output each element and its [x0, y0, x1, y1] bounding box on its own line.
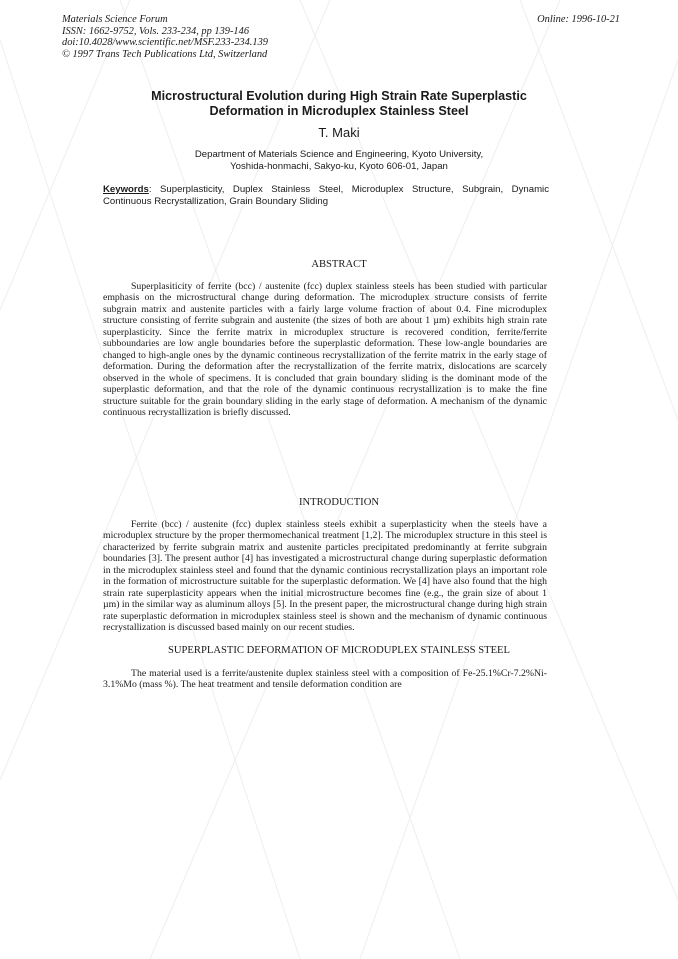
- affiliation-line-2: Yoshida-honmachi, Sakyo-ku, Kyoto 606-01, Japan: [230, 161, 448, 172]
- abstract-text: Superplasiticity of ferrite (bcc) / austenite (fcc) duplex stainless steels has been studied with particular emphasis on the microstructural change during deformation. The microduplex structure consists of ferrite subgrain matrix and austenite particles with a fairly large volume fraction of about 0.4. Fine microduplex structure consisting of ferrite subgrain and austenite (the sizes of both are about 1 µm) exhibits high strain rate superplasticity. Since the ferrite matrix in microduplex structure is recovered condition, ferrite/ferrite subboundaries are low angle boundaries before the superplastic deformation. These low-angle boundaries are changed to high-angle ones by the dynamic contineous recrystallization of the ferrite matrix in the early stage of deformation. During the deformation after the recrystallization of the ferrite matrix, dislocations are scarcely observed in the whole of specimens. It is concluded that grain boundary sliding is the dominant mode of the superplastic deformation, and that the role of the dynamic continuous recrystallization is to make the fine structure suitable for the grain boundary sliding in the early stage of deformation. A mechanism of the dynamic continuous recrystallization is briefly discussed.: [103, 281, 547, 418]
- issn-line: ISSN: 1662-9752, Vols. 233-234, pp 139-146: [62, 25, 250, 37]
- keywords-label: Keywords: [103, 184, 149, 195]
- keywords: [103, 184, 549, 208]
- author-name: T. Maki: [318, 125, 360, 140]
- paper-title: [0, 89, 678, 119]
- section-superplastic-text: The material used is a ferrite/austenite duplex stainless steel with a composition of Fe-25.1%Cr-7.2%Ni-3.1%Mo (mass %). The heat treatment and tensile deformation condition are: [103, 668, 547, 691]
- title-line-2: Deformation in Microduplex Stainless Steel: [209, 104, 469, 118]
- copyright-line: © 1997 Trans Tech Publications Ltd, Switzerland: [62, 48, 268, 60]
- section-heading-superplastic: SUPERPLASTIC DEFORMATION OF MICRODUPLEX STAINLESS STEEL: [167, 645, 510, 656]
- abstract-heading: ABSTRACT: [311, 259, 367, 270]
- journal-name: Materials Science Forum: [62, 14, 168, 25]
- affiliation-line-1: Department of Materials Science and Engineering, Kyoto University,: [194, 149, 484, 160]
- introduction-heading: INTRODUCTION: [298, 497, 380, 508]
- keywords-text: : Superplasticity, Duplex Stainless Steel, Microduplex Structure, Subgrain, Dynamic Continuous Recrystallization, Grain Boundary Sliding: [103, 184, 549, 207]
- online-date: Online: 1996-10-21: [537, 14, 620, 25]
- journal-header: [62, 14, 268, 60]
- introduction-text: Ferrite (bcc) / austenite (fcc) duplex stainless steels exhibit a superplasticity when the steels have a microduplex structure by the proper thermomechanical treatment [1,2]. The microduplex structure in this steel is characterized by ferrite subgrain matrix and austenite particles precipitated predominantly at ferrite subgrain boundaries [3]. The present author [4] has investigated a microstructural change during superplastic deformation in the microduplex stainless steel and found that the dynamic continious recrystallization plays an important role in the formation of microstructure suitable for the superplastic deformation. We [4] have also found that the high strain rate superplasticity appears when the initial microstructure becomes fine (e.g., the grain size of about 1 µm) in the similar way as aluminum alloys [5]. In the present paper, the microstructural change during high strain rate superplastic deformation in microduplex stainless steel is shown and the mechanism of dynamic continuous recrystallization is discussed based mainly on our recent studies.: [103, 519, 547, 634]
- affiliation: [0, 149, 678, 173]
- doi-line: doi:10.4028/www.scientific.net/MSF.233-234.139: [62, 37, 268, 49]
- title-line-1: Microstructural Evolution during High Strain Rate Superplastic: [151, 89, 527, 103]
